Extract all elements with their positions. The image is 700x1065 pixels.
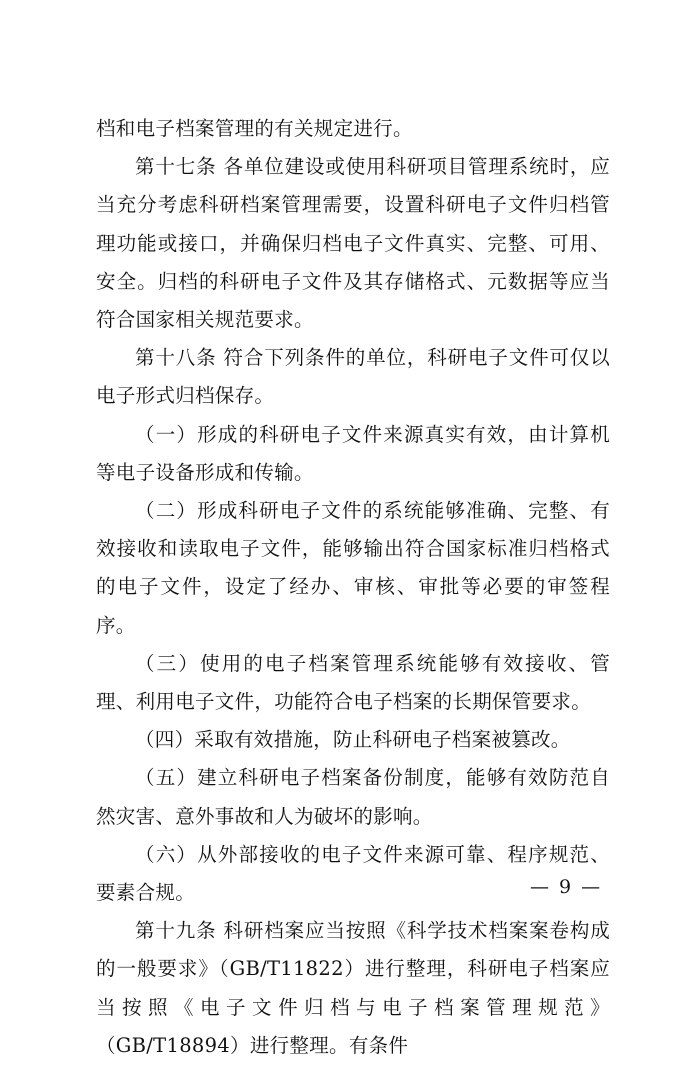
paragraph-article-18: 第十八条 符合下列条件的单位，科研电子文件可仅以电子形式归档保存。: [96, 346, 610, 408]
list-item-4: （四）采取有效措施，防止科研电子档案被篡改。: [135, 728, 571, 752]
paragraph-continuation: 档和电子档案管理的有关规定进行。: [96, 117, 413, 140]
body-text: [96, 110, 610, 1065]
list-item-2: （二）形成科研电子文件的系统能够准确、完整、有效接收和读取电子文件，能够输出符合国家标准归档格式的电子文件，设定了经办、审核、审批等必要的审签程序。: [96, 499, 610, 637]
list-item-5: （五）建立科研电子档案备份制度，能够有效防范自然灾害、意外事故和人为破坏的影响。: [96, 766, 610, 828]
list-item-1: （一）形成的科研电子文件来源真实有效，由计算机等电子设备形成和传输。: [96, 422, 610, 484]
page-number: — 9 —: [530, 876, 603, 898]
paragraph-article-19: 第十九条 科研档案应当按照《科学技术档案案卷构成的一般要求》（GB/T11822）进行整理，科研电子档案应当按照《电子文件归档与电子档案管理规范》（GB/T18894）进行整理。有条件: [96, 919, 610, 1057]
paragraph-article-17: 第十七条 各单位建设或使用科研项目管理系统时，应当充分考虑科研档案管理需要，设置科研电子文件归档管理功能或接口，并确保归档电子文件真实、完整、可用、安全。归档的科研电子文件及其存储格式、元数据等应当符合国家相关规范要求。: [96, 155, 610, 332]
list-item-3: （三）使用的电子档案管理系统能够有效接收、管理、利用电子文件，功能符合电子档案的长期保管要求。: [96, 651, 610, 714]
list-item-6: （六）从外部接收的电子文件来源可靠、程序规范、要素合规。: [96, 842, 610, 905]
